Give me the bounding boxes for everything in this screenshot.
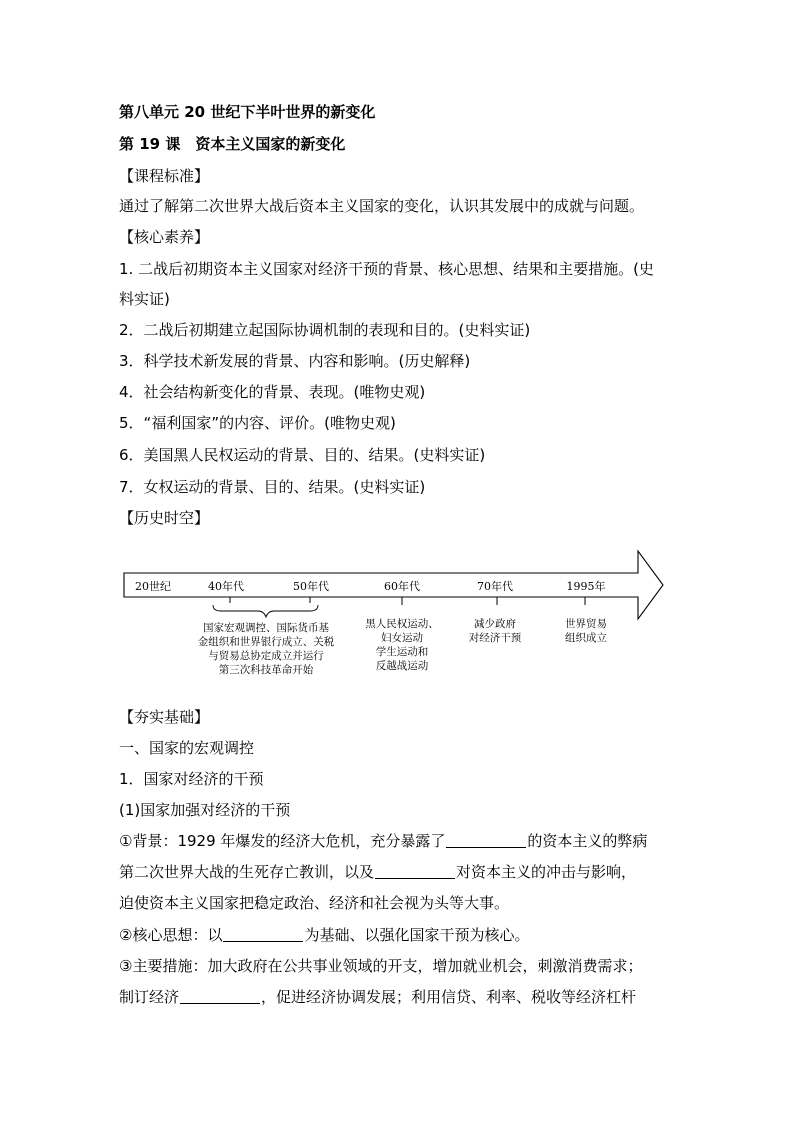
core-item-1-cont: 料实证) — [119, 290, 170, 308]
text-segment: 为基础、以强化国家干预为核心。 — [304, 926, 530, 944]
subheading-1: 1．国家对经济的干预 — [119, 770, 264, 788]
brace-40-50 — [213, 605, 318, 617]
paragraph-background-cont — [119, 861, 636, 883]
core-item-3: 3．科学技术新发展的背景、内容和影响。(历史解释) — [119, 352, 471, 370]
text-segment: ②核心思想：以 — [119, 926, 223, 944]
core-item-1: 1. 二战后初期资本主义国家对经济干预的背景、核心思想、结果和主要措施。(史 — [119, 260, 654, 278]
text-segment: ，促进经济协调发展；利用信贷、利率、税收等经济杠杆 — [261, 988, 637, 1006]
text-segment: 制订经济 — [119, 988, 180, 1006]
event-60s-line: 学生运动和 — [375, 646, 429, 658]
tick-label-40s: 40年代 — [208, 580, 244, 593]
text-segment: 的资本主义的弊病 — [527, 832, 648, 850]
fill-blank[interactable] — [375, 864, 455, 879]
paragraph-core-idea — [119, 924, 529, 946]
subheading-1-1: (1)国家加强对经济的干预 — [119, 801, 291, 819]
event-4050-line: 第三次科技革命开始 — [218, 664, 314, 676]
event-70s-line: 对经济干预 — [468, 632, 522, 644]
section-heading-1: 一、国家的宏观调控 — [119, 739, 255, 757]
fill-blank[interactable] — [223, 927, 303, 942]
event-4050-line: 与贸易总协定成立并运行 — [208, 650, 324, 662]
event-60s-line: 黑人民权运动、 — [365, 618, 439, 630]
text-segment: 第二次世界大战的生死存亡教训，以及 — [119, 863, 375, 881]
core-item-6: 6．美国黑人民权运动的背景、目的、结果。(史料实证) — [119, 446, 486, 464]
event-4050-line: 国家宏观调控、国际货币基 — [203, 622, 329, 634]
lesson-title: 第 19 课 资本主义国家的新变化 — [119, 135, 346, 153]
paragraph-background — [119, 830, 647, 852]
event-1995-line: 世界贸易 — [565, 618, 607, 630]
tick-label-20c: 20世纪 — [135, 580, 171, 593]
paragraph-measures: ③主要措施：加大政府在公共事业领域的开支，增加就业机会，刺激消费需求； — [119, 957, 643, 975]
core-heading: 【核心素养】 — [119, 228, 210, 246]
fill-blank[interactable] — [446, 833, 526, 848]
tick-label-1995: 1995年 — [566, 580, 606, 593]
tick-label-70s: 70年代 — [477, 580, 513, 593]
text-segment: 对资本主义的冲击与影响， — [456, 863, 637, 881]
event-70s-line: 减少政府 — [474, 618, 516, 630]
tick-label-50s: 50年代 — [293, 580, 329, 593]
paragraph-background-end: 迫使资本主义国家把稳定政治、经济和社会视为头等大事。 — [119, 894, 510, 912]
core-item-2: 2．二战后初期建立起国际协调机制的表现和目的。(史料实证) — [119, 321, 531, 339]
event-4050-line: 金组织和世界银行成立、关税 — [197, 636, 335, 648]
core-item-4: 4．社会结构新变化的背景、表现。(唯物史观) — [119, 383, 426, 401]
foundation-heading: 【夯实基础】 — [119, 708, 210, 726]
event-60s-line: 妇女运动 — [381, 632, 423, 644]
unit-title: 第八单元 20 世纪下半叶世界的新变化 — [119, 103, 376, 121]
fill-blank[interactable] — [180, 989, 260, 1004]
timeline-heading: 【历史时空】 — [119, 509, 210, 527]
event-60s-line: 反越战运动 — [375, 660, 429, 672]
event-1995-line: 组织成立 — [565, 632, 607, 644]
core-item-5: 5．“福利国家”的内容、评价。(唯物史观) — [119, 414, 396, 432]
core-item-7: 7．女权运动的背景、目的、结果。(史料实证) — [119, 478, 426, 496]
tick-label-60s: 60年代 — [384, 580, 420, 593]
text-segment: ①背景：1929 年爆发的经济大危机，充分暴露了 — [119, 832, 446, 850]
paragraph-measures-cont — [119, 986, 636, 1008]
standard-heading: 【课程标准】 — [119, 167, 210, 185]
timeline-diagram — [118, 545, 670, 690]
standard-text: 通过了解第二次世界大战后资本主义国家的变化，认识其发展中的成就与问题。 — [119, 197, 645, 215]
